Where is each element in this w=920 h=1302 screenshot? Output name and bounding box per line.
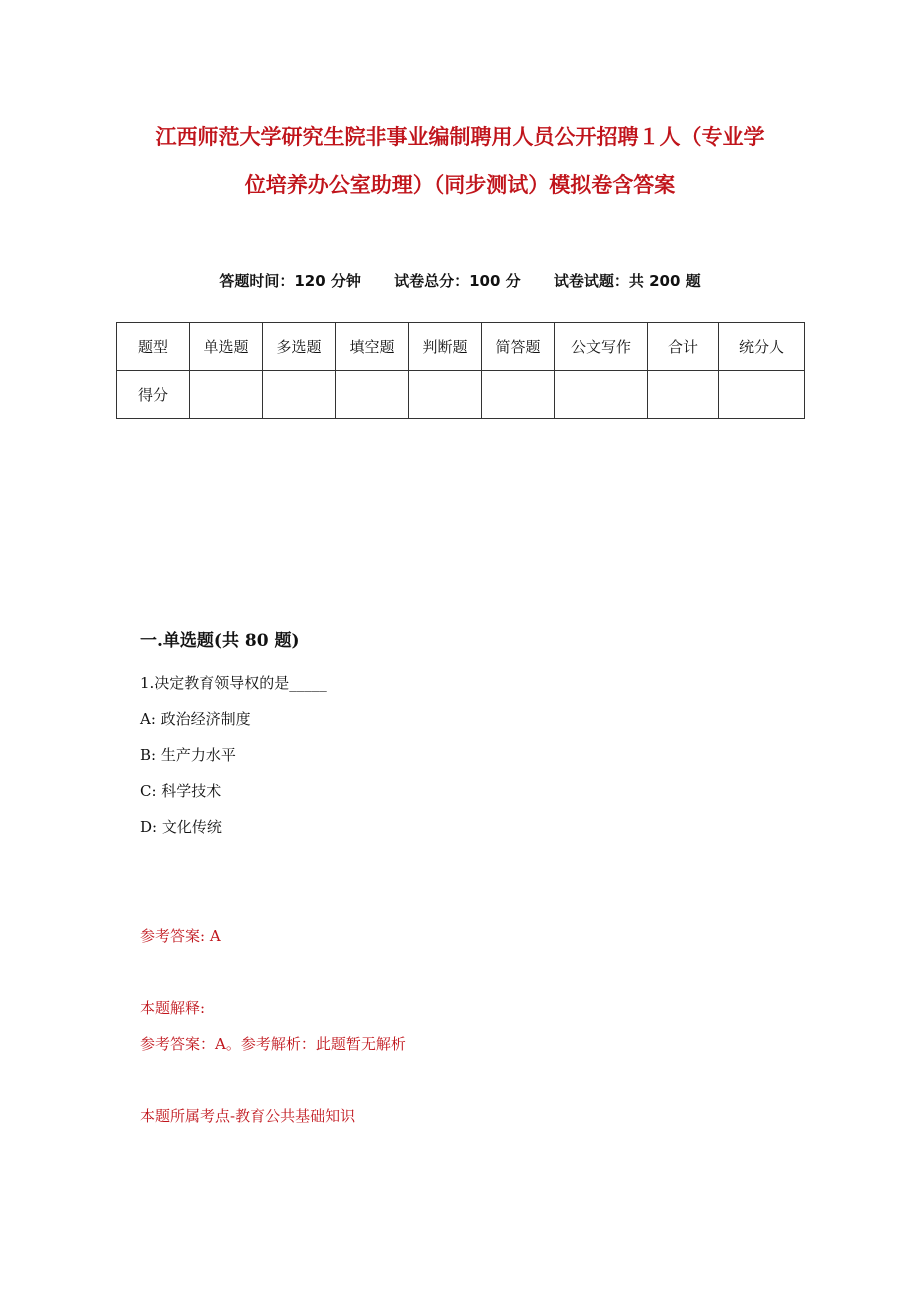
header-cell-single-choice: 单选题 xyxy=(190,323,263,371)
header-cell-official-writing: 公文写作 xyxy=(555,323,648,371)
option-b: B: 生产力水平 xyxy=(140,746,236,764)
score-table xyxy=(116,322,805,419)
score-cell xyxy=(336,371,409,419)
exam-meta xyxy=(0,270,920,291)
exam-total-score: 试卷总分：100 分 xyxy=(394,272,521,290)
header-cell-true-false: 判断题 xyxy=(409,323,482,371)
score-row-label: 得分 xyxy=(117,371,190,419)
header-cell-multiple-choice: 多选题 xyxy=(263,323,336,371)
question-stem: 1.决定教育领导权的是_____ xyxy=(140,674,327,692)
score-cell xyxy=(482,371,555,419)
knowledge-point: 本题所属考点-教育公共基础知识 xyxy=(140,1107,356,1125)
header-cell-type: 题型 xyxy=(117,323,190,371)
exam-time: 答题时间：120 分钟 xyxy=(219,272,361,290)
score-cell xyxy=(555,371,648,419)
reference-answer: 参考答案: A xyxy=(140,927,221,945)
option-c: C: 科学技术 xyxy=(140,782,222,800)
score-cell xyxy=(190,371,263,419)
score-table-score-row xyxy=(117,371,805,419)
document-title-line-1: 江西师范大学研究生院非事业编制聘用人员公开招聘１人（专业学 xyxy=(155,124,765,149)
explanation-label: 本题解释: xyxy=(140,999,206,1017)
score-table-header-row xyxy=(117,323,805,371)
exam-question-count: 试卷试题：共 200 题 xyxy=(553,272,701,290)
option-a: A: 政治经济制度 xyxy=(140,710,251,728)
header-cell-fill-blank: 填空题 xyxy=(336,323,409,371)
score-cell xyxy=(263,371,336,419)
score-cell xyxy=(409,371,482,419)
header-cell-short-answer: 简答题 xyxy=(482,323,555,371)
document-title-line-2: 位培养办公室助理）（同步测试）模拟卷含答案 xyxy=(244,172,676,197)
header-cell-scorer: 统分人 xyxy=(719,323,805,371)
explanation-text: 参考答案：A。参考解析：此题暂无解析 xyxy=(140,1035,406,1053)
header-cell-total: 合计 xyxy=(648,323,719,371)
option-d: D: 文化传统 xyxy=(140,818,222,836)
section-heading: 一.单选题(共 80 题) xyxy=(140,631,300,651)
score-cell xyxy=(719,371,805,419)
score-cell xyxy=(648,371,719,419)
